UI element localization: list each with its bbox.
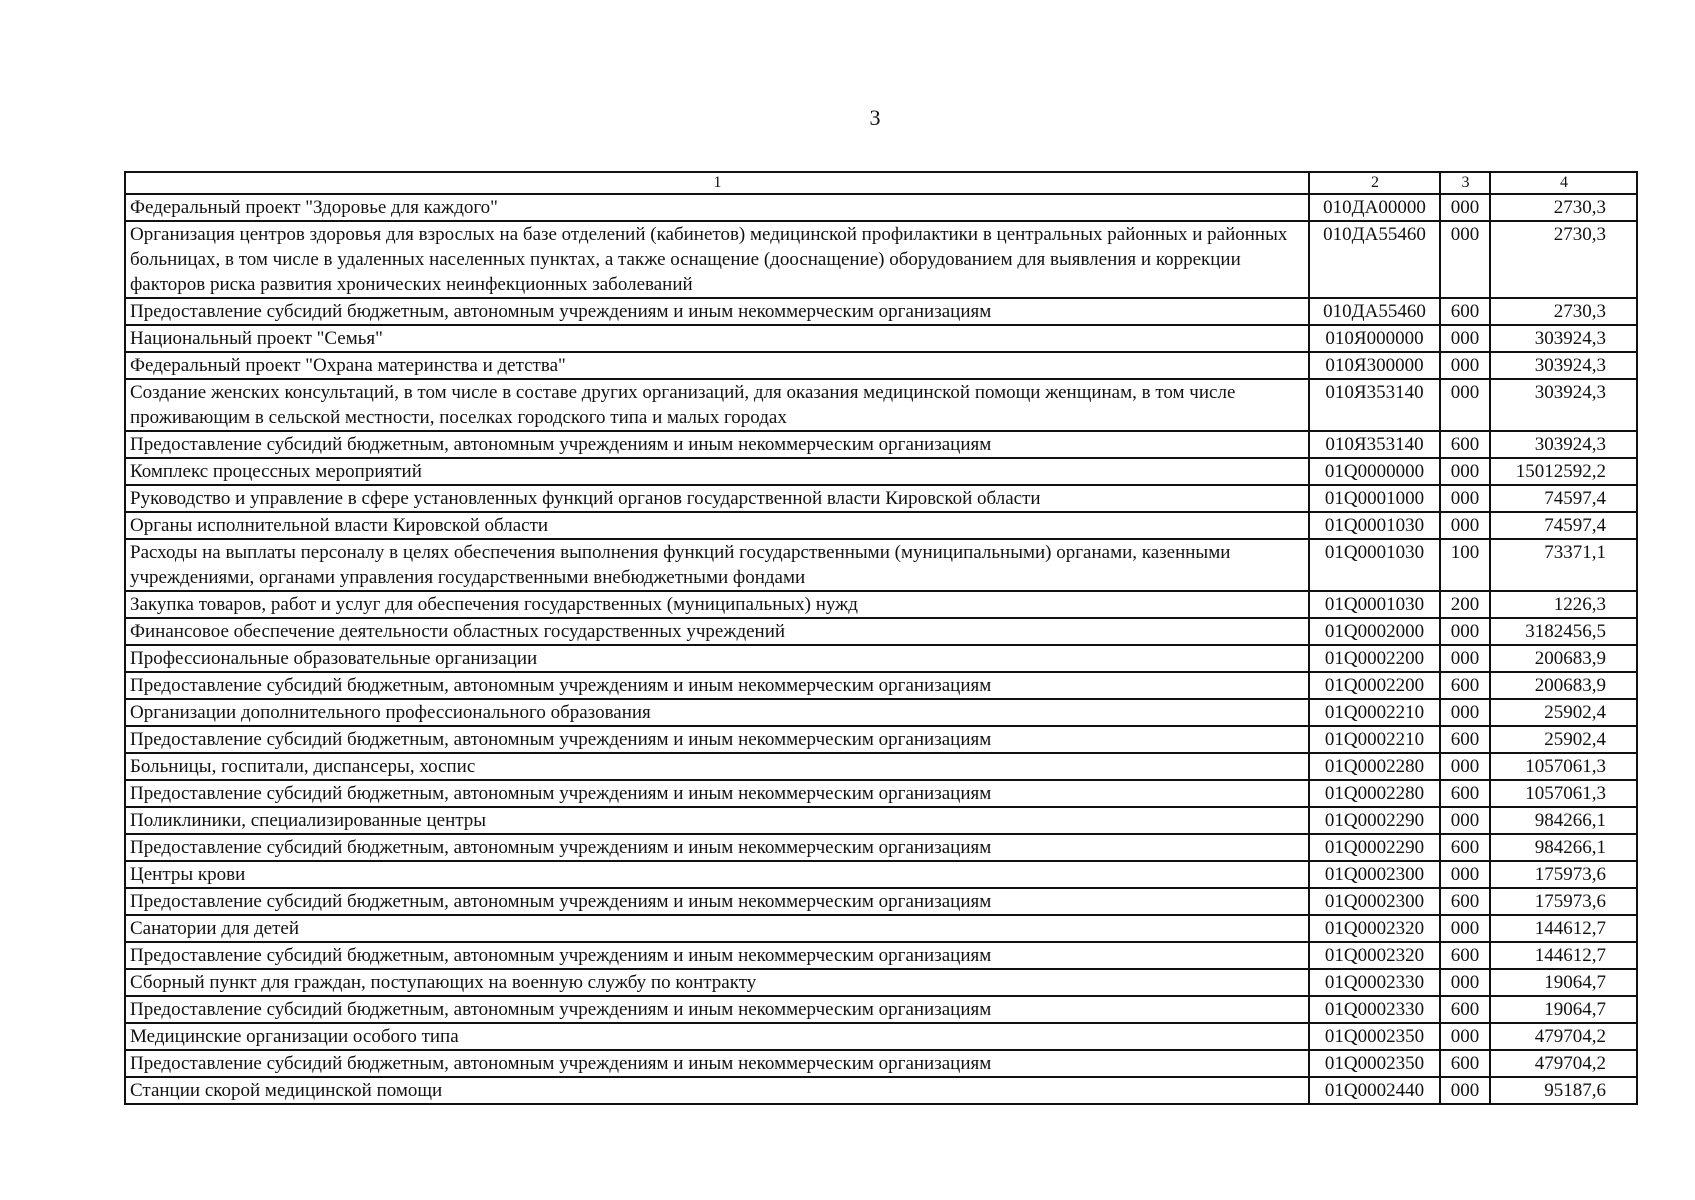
row-kind-cell: 600	[1440, 834, 1490, 861]
header-cell-code: 2	[1309, 172, 1440, 194]
row-sum-cell: 479704,2	[1490, 1050, 1637, 1077]
row-kind-cell: 000	[1440, 618, 1490, 645]
row-name-cell: Финансовое обеспечение деятельности областных государственных учреждений	[125, 618, 1309, 645]
row-kind-cell: 000	[1440, 807, 1490, 834]
row-name-cell: Станции скорой медицинской помощи	[125, 1077, 1309, 1104]
table-row	[125, 1077, 1637, 1104]
row-name-cell: Национальный проект "Семья"	[125, 325, 1309, 352]
row-name-cell: Предоставление субсидий бюджетным, автономным учреждениям и иным некоммерческим организациям	[125, 672, 1309, 699]
row-code-cell: 01Q0002300	[1309, 861, 1440, 888]
table-row	[125, 325, 1637, 352]
row-sum-cell: 2730,3	[1490, 298, 1637, 325]
row-kind-cell: 600	[1440, 1050, 1490, 1077]
row-kind-cell: 000	[1440, 194, 1490, 221]
row-sum-cell: 984266,1	[1490, 834, 1637, 861]
table-row	[125, 591, 1637, 618]
table-row	[125, 485, 1637, 512]
row-code-cell: 010ДА55460	[1309, 221, 1440, 298]
row-sum-cell: 175973,6	[1490, 861, 1637, 888]
row-sum-cell: 95187,6	[1490, 1077, 1637, 1104]
row-kind-cell: 000	[1440, 352, 1490, 379]
row-code-cell: 01Q0002350	[1309, 1050, 1440, 1077]
row-kind-cell: 600	[1440, 780, 1490, 807]
table-row	[125, 1023, 1637, 1050]
row-name-cell: Больницы, госпитали, диспансеры, хоспис	[125, 753, 1309, 780]
row-code-cell: 01Q0002350	[1309, 1023, 1440, 1050]
row-code-cell: 01Q0000000	[1309, 458, 1440, 485]
row-code-cell: 01Q0002200	[1309, 645, 1440, 672]
row-kind-cell: 000	[1440, 915, 1490, 942]
row-name-cell: Предоставление субсидий бюджетным, автономным учреждениям и иным некоммерческим организациям	[125, 1050, 1309, 1077]
row-sum-cell: 25902,4	[1490, 699, 1637, 726]
row-sum-cell: 303924,3	[1490, 325, 1637, 352]
row-name-cell: Расходы на выплаты персоналу в целях обеспечения выполнения функций государственными (муниципальными) органами, казенными учреждениями, органами управления государственными внебюджетными фондами	[125, 539, 1309, 591]
row-code-cell: 01Q0002330	[1309, 969, 1440, 996]
row-name-cell: Организации дополнительного профессионального образования	[125, 699, 1309, 726]
table-row	[125, 996, 1637, 1023]
table-row	[125, 512, 1637, 539]
row-code-cell: 010ДА55460	[1309, 298, 1440, 325]
row-name-cell: Предоставление субсидий бюджетным, автономным учреждениям и иным некоммерческим организациям	[125, 996, 1309, 1023]
row-code-cell: 01Q0002290	[1309, 834, 1440, 861]
budget-table	[124, 171, 1638, 1105]
row-kind-cell: 000	[1440, 969, 1490, 996]
row-name-cell: Профессиональные образовательные организации	[125, 645, 1309, 672]
table-row	[125, 221, 1637, 298]
row-name-cell: Руководство и управление в сфере установленных функций органов государственной власти Кировской области	[125, 485, 1309, 512]
table-row	[125, 969, 1637, 996]
row-name-cell: Санатории для детей	[125, 915, 1309, 942]
row-code-cell: 010Я300000	[1309, 352, 1440, 379]
row-name-cell: Предоставление субсидий бюджетным, автономным учреждениям и иным некоммерческим организациям	[125, 431, 1309, 458]
row-sum-cell: 200683,9	[1490, 672, 1637, 699]
row-sum-cell: 2730,3	[1490, 194, 1637, 221]
row-name-cell: Сборный пункт для граждан, поступающих на военную службу по контракту	[125, 969, 1309, 996]
table-row	[125, 699, 1637, 726]
table-row	[125, 861, 1637, 888]
table-row	[125, 645, 1637, 672]
row-code-cell: 01Q0001030	[1309, 512, 1440, 539]
row-kind-cell: 600	[1440, 888, 1490, 915]
row-code-cell: 01Q0002300	[1309, 888, 1440, 915]
table-row	[125, 1050, 1637, 1077]
row-kind-cell: 000	[1440, 221, 1490, 298]
row-code-cell: 01Q0002440	[1309, 1077, 1440, 1104]
row-code-cell: 01Q0002290	[1309, 807, 1440, 834]
table-body	[125, 194, 1637, 1104]
table-row	[125, 942, 1637, 969]
row-kind-cell: 000	[1440, 485, 1490, 512]
row-code-cell: 01Q0002210	[1309, 726, 1440, 753]
row-name-cell: Предоставление субсидий бюджетным, автономным учреждениям и иным некоммерческим организациям	[125, 298, 1309, 325]
row-name-cell: Федеральный проект "Охрана материнства и детства"	[125, 352, 1309, 379]
table-row	[125, 780, 1637, 807]
row-sum-cell: 19064,7	[1490, 996, 1637, 1023]
row-name-cell: Организация центров здоровья для взрослых на базе отделений (кабинетов) медицинской профилактики в центральных районных и районных больницах, в том числе в удаленных населенных пунктах, а также оснащение (дооснащение) оборудованием для выявления и коррекции факторов риска развития хронических неинфекционных заболеваний	[125, 221, 1309, 298]
table-row	[125, 194, 1637, 221]
row-kind-cell: 000	[1440, 861, 1490, 888]
table-row	[125, 834, 1637, 861]
table-row	[125, 672, 1637, 699]
row-sum-cell: 73371,1	[1490, 539, 1637, 591]
row-name-cell: Предоставление субсидий бюджетным, автономным учреждениям и иным некоммерческим организациям	[125, 834, 1309, 861]
row-sum-cell: 303924,3	[1490, 352, 1637, 379]
row-kind-cell: 000	[1440, 325, 1490, 352]
row-sum-cell: 1226,3	[1490, 591, 1637, 618]
row-sum-cell: 303924,3	[1490, 379, 1637, 431]
row-sum-cell: 15012592,2	[1490, 458, 1637, 485]
row-code-cell: 01Q0002330	[1309, 996, 1440, 1023]
table-row	[125, 618, 1637, 645]
row-sum-cell: 984266,1	[1490, 807, 1637, 834]
table-row	[125, 379, 1637, 431]
row-sum-cell: 303924,3	[1490, 431, 1637, 458]
row-kind-cell: 000	[1440, 699, 1490, 726]
row-code-cell: 01Q0002320	[1309, 915, 1440, 942]
table-row	[125, 298, 1637, 325]
row-sum-cell: 200683,9	[1490, 645, 1637, 672]
row-sum-cell: 1057061,3	[1490, 753, 1637, 780]
row-kind-cell: 600	[1440, 996, 1490, 1023]
row-kind-cell: 000	[1440, 512, 1490, 539]
row-code-cell: 01Q0001030	[1309, 539, 1440, 591]
row-sum-cell: 2730,3	[1490, 221, 1637, 298]
table-row	[125, 888, 1637, 915]
row-kind-cell: 100	[1440, 539, 1490, 591]
row-name-cell: Закупка товаров, работ и услуг для обеспечения государственных (муниципальных) нужд	[125, 591, 1309, 618]
row-code-cell: 01Q0002320	[1309, 942, 1440, 969]
header-cell-name: 1	[125, 172, 1309, 194]
table-row	[125, 458, 1637, 485]
row-code-cell: 01Q0001030	[1309, 591, 1440, 618]
table-header	[125, 172, 1637, 194]
row-code-cell: 01Q0002280	[1309, 780, 1440, 807]
row-kind-cell: 000	[1440, 458, 1490, 485]
row-name-cell: Предоставление субсидий бюджетным, автономным учреждениям и иным некоммерческим организациям	[125, 780, 1309, 807]
row-name-cell: Федеральный проект "Здоровье для каждого"	[125, 194, 1309, 221]
table-row	[125, 915, 1637, 942]
row-sum-cell: 144612,7	[1490, 942, 1637, 969]
row-code-cell: 01Q0002210	[1309, 699, 1440, 726]
row-kind-cell: 000	[1440, 1077, 1490, 1104]
row-name-cell: Предоставление субсидий бюджетным, автономным учреждениям и иным некоммерческим организациям	[125, 726, 1309, 753]
row-code-cell: 01Q0002000	[1309, 618, 1440, 645]
row-kind-cell: 000	[1440, 753, 1490, 780]
header-row	[125, 172, 1637, 194]
row-name-cell: Комплекс процессных мероприятий	[125, 458, 1309, 485]
row-kind-cell: 000	[1440, 645, 1490, 672]
row-sum-cell: 74597,4	[1490, 512, 1637, 539]
row-kind-cell: 000	[1440, 1023, 1490, 1050]
row-name-cell: Создание женских консультаций, в том числе в составе других организаций, для оказания медицинской помощи женщинам, в том числе проживающим в сельской местности, поселках городского типа и малых городах	[125, 379, 1309, 431]
row-name-cell: Поликлиники, специализированные центры	[125, 807, 1309, 834]
row-sum-cell: 19064,7	[1490, 969, 1637, 996]
row-kind-cell: 000	[1440, 379, 1490, 431]
row-sum-cell: 479704,2	[1490, 1023, 1637, 1050]
row-name-cell: Предоставление субсидий бюджетным, автономным учреждениям и иным некоммерческим организациям	[125, 942, 1309, 969]
row-name-cell: Медицинские организации особого типа	[125, 1023, 1309, 1050]
row-name-cell: Предоставление субсидий бюджетным, автономным учреждениям и иным некоммерческим организациям	[125, 888, 1309, 915]
table-row	[125, 352, 1637, 379]
row-name-cell: Органы исполнительной власти Кировской области	[125, 512, 1309, 539]
row-kind-cell: 600	[1440, 672, 1490, 699]
row-code-cell: 01Q0001000	[1309, 485, 1440, 512]
row-sum-cell: 175973,6	[1490, 888, 1637, 915]
row-sum-cell: 1057061,3	[1490, 780, 1637, 807]
header-cell-sum: 4	[1490, 172, 1637, 194]
row-code-cell: 010Я353140	[1309, 431, 1440, 458]
row-sum-cell: 25902,4	[1490, 726, 1637, 753]
row-kind-cell: 600	[1440, 431, 1490, 458]
row-kind-cell: 600	[1440, 942, 1490, 969]
page-number: 3	[869, 105, 881, 130]
row-kind-cell: 200	[1440, 591, 1490, 618]
row-code-cell: 01Q0002200	[1309, 672, 1440, 699]
table-row	[125, 539, 1637, 591]
row-code-cell: 010Я353140	[1309, 379, 1440, 431]
table-row	[125, 807, 1637, 834]
header-cell-kind: 3	[1440, 172, 1490, 194]
row-sum-cell: 3182456,5	[1490, 618, 1637, 645]
row-kind-cell: 600	[1440, 298, 1490, 325]
row-code-cell: 01Q0002280	[1309, 753, 1440, 780]
table-row	[125, 431, 1637, 458]
row-kind-cell: 600	[1440, 726, 1490, 753]
table-row	[125, 753, 1637, 780]
table-row	[125, 726, 1637, 753]
row-name-cell: Центры крови	[125, 861, 1309, 888]
row-code-cell: 010Я000000	[1309, 325, 1440, 352]
row-sum-cell: 74597,4	[1490, 485, 1637, 512]
row-code-cell: 010ДА00000	[1309, 194, 1440, 221]
row-sum-cell: 144612,7	[1490, 915, 1637, 942]
